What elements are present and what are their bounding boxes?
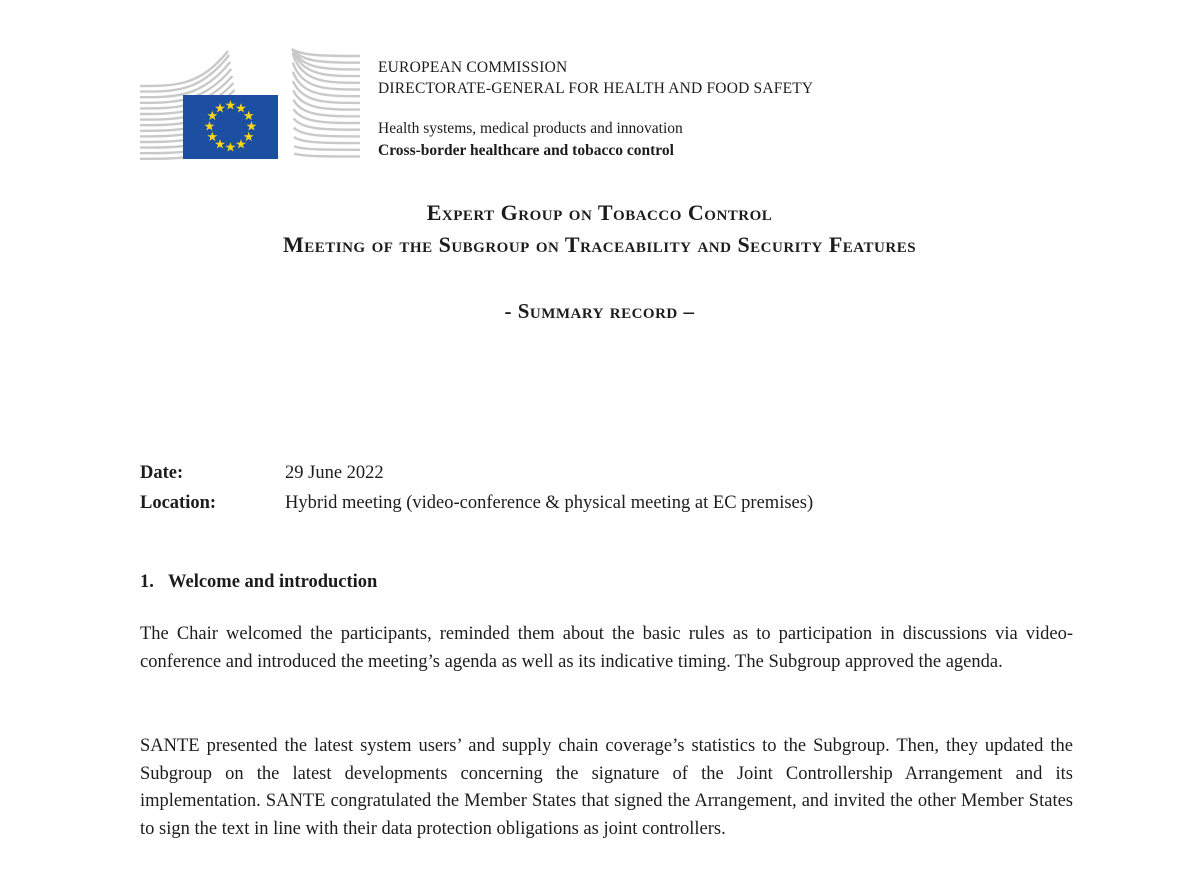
section-number: 1. bbox=[140, 572, 154, 592]
svg-text:★: ★ bbox=[206, 130, 219, 145]
unit-block bbox=[378, 118, 938, 162]
directorate-name: DIRECTORATE-GENERAL FOR HEALTH AND FOOD SAFETY bbox=[378, 80, 814, 97]
date-value: 29 June 2022 bbox=[285, 463, 384, 483]
meeting-meta bbox=[140, 459, 1073, 518]
svg-text:★: ★ bbox=[235, 137, 247, 153]
svg-text:★: ★ bbox=[235, 101, 247, 117]
paragraph-1: The Chair welcomed the participants, reminded them about the basic rules as to participation in discussions via video-conference and introduced the meeting’s agenda as well as its indicative timing. The Subgroup approved the agenda. bbox=[140, 624, 1073, 672]
section-heading-1 bbox=[140, 572, 377, 593]
directorate-unit: Health systems, medical products and innovation bbox=[378, 120, 683, 137]
svg-text:★: ★ bbox=[214, 101, 226, 117]
svg-text:★: ★ bbox=[214, 137, 226, 153]
svg-text:★: ★ bbox=[242, 109, 255, 124]
document-subtitle: - Summary record – bbox=[504, 299, 695, 323]
document-title bbox=[133, 197, 1066, 325]
svg-text:★: ★ bbox=[245, 119, 258, 135]
european-commission-logo bbox=[140, 36, 362, 176]
eu-flag-icon bbox=[140, 36, 362, 176]
paragraph-2: SANTE presented the latest system users’ and supply chain coverage’s statistics to the Subgroup. Then, they updated the Subgroup on the latest developments concerning the signature of the Joint Controllership Arrangement and its implementation. SANTE congratulated the Member States that signed the Arrangement, and invited the other Member States to sign the text in line with their data protection obligations as joint controllers. bbox=[140, 736, 1073, 839]
title-line-1: Expert Group on Tobacco Control bbox=[426, 200, 773, 225]
location-value: Hybrid meeting (video-conference & physical meeting at EC premises) bbox=[285, 492, 814, 513]
institution-name: EUROPEAN COMMISSION bbox=[378, 59, 568, 76]
location-label: Location: bbox=[140, 492, 217, 513]
svg-text:★: ★ bbox=[242, 130, 255, 145]
unit-name: Cross-border healthcare and tobacco control bbox=[378, 142, 674, 159]
svg-text:★: ★ bbox=[203, 119, 216, 135]
letterhead bbox=[378, 57, 938, 162]
title-line-2: Meeting of the Subgroup on Traceability and Security Features bbox=[282, 232, 917, 257]
svg-text:★: ★ bbox=[224, 98, 237, 114]
svg-text:★: ★ bbox=[224, 140, 237, 156]
meta-row-date bbox=[140, 459, 1073, 489]
meta-row-location bbox=[140, 489, 1073, 519]
date-label: Date: bbox=[140, 463, 184, 483]
svg-text:★: ★ bbox=[206, 109, 219, 124]
section-title: Welcome and introduction bbox=[168, 572, 378, 592]
